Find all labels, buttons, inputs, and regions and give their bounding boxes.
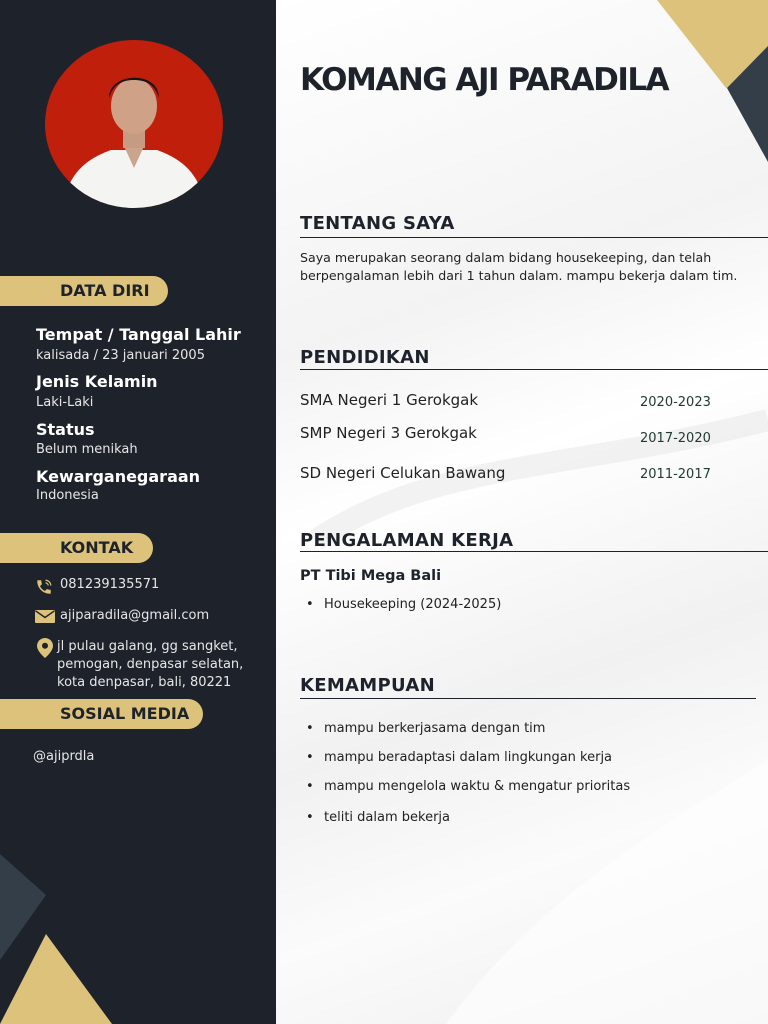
company-name: PT Tibi Mega Bali xyxy=(300,568,442,584)
person-silhouette xyxy=(45,40,223,208)
page-title: KOMANG AJI PARADILA xyxy=(300,62,669,98)
education-school: SMA Negeri 1 Gerokgak xyxy=(300,391,479,409)
sidebar xyxy=(0,0,276,1024)
education-school: SMP Negeri 3 Gerokgak xyxy=(300,424,477,442)
nationality-label: Kewarganegaraan xyxy=(36,467,201,486)
email-icon xyxy=(35,610,55,623)
skill-item: • teliti dalam bekerja xyxy=(324,810,450,825)
personal-heading: DATA DIRI xyxy=(0,276,168,306)
education-years: 2017-2020 xyxy=(640,431,711,446)
skill-item: • mampu berkerjasama dengan tim xyxy=(324,721,545,736)
contact-heading: KONTAK xyxy=(0,533,153,563)
status-value: Belum menikah xyxy=(36,442,138,457)
about-divider xyxy=(300,237,768,238)
experience-heading: PENGALAMAN KERJA xyxy=(300,530,514,551)
birth-label: Tempat / Tanggal Lahir xyxy=(36,325,241,344)
gender-label: Jenis Kelamin xyxy=(36,372,158,391)
nationality-value: Indonesia xyxy=(36,488,99,503)
about-heading: TENTANG SAYA xyxy=(300,213,455,234)
email-address: ajiparadila@gmail.com xyxy=(60,608,210,623)
profile-photo xyxy=(45,40,223,208)
gold-triangle xyxy=(0,934,112,1024)
social-heading: SOSIAL MEDIA xyxy=(0,699,203,729)
education-years: 2020-2023 xyxy=(640,395,711,410)
address-line-1: jl pulau galang, gg sangket, xyxy=(57,639,238,654)
status-label: Status xyxy=(36,420,95,439)
skills-divider xyxy=(300,698,756,699)
skill-item: • mampu beradaptasi dalam lingkungan kerja xyxy=(324,750,612,765)
skill-item: • mampu mengelola waktu & mengatur prioritas xyxy=(324,779,630,794)
about-text: Saya merupakan seorang dalam bidang housekeeping, dan telah berpengalaman lebih dari 1 tahun dalam. mampu bekerja dalam tim. xyxy=(300,250,738,283)
education-school: SD Negeri Celukan Bawang xyxy=(300,464,506,482)
role-item: • Housekeeping (2024-2025) xyxy=(324,597,501,612)
education-years: 2011-2017 xyxy=(640,467,711,482)
main-content xyxy=(276,0,768,1024)
experience-divider xyxy=(300,551,768,552)
phone-icon xyxy=(35,578,53,596)
slate-triangle xyxy=(0,854,46,960)
education-heading: PENDIDIKAN xyxy=(300,347,430,368)
phone-number: 081239135571 xyxy=(60,577,160,592)
main-decoration xyxy=(276,0,768,1024)
gender-value: Laki-Laki xyxy=(36,395,94,410)
skills-heading: KEMAMPUAN xyxy=(300,675,435,696)
education-divider xyxy=(300,369,768,370)
birth-value: kalisada / 23 januari 2005 xyxy=(36,348,205,363)
address-line-2: pemogan, denpasar selatan, xyxy=(57,657,244,672)
address-line-3: kota denpasar, bali, 80221 xyxy=(57,675,232,690)
social-handle: @ajiprdla xyxy=(33,749,95,764)
location-icon xyxy=(37,638,53,658)
